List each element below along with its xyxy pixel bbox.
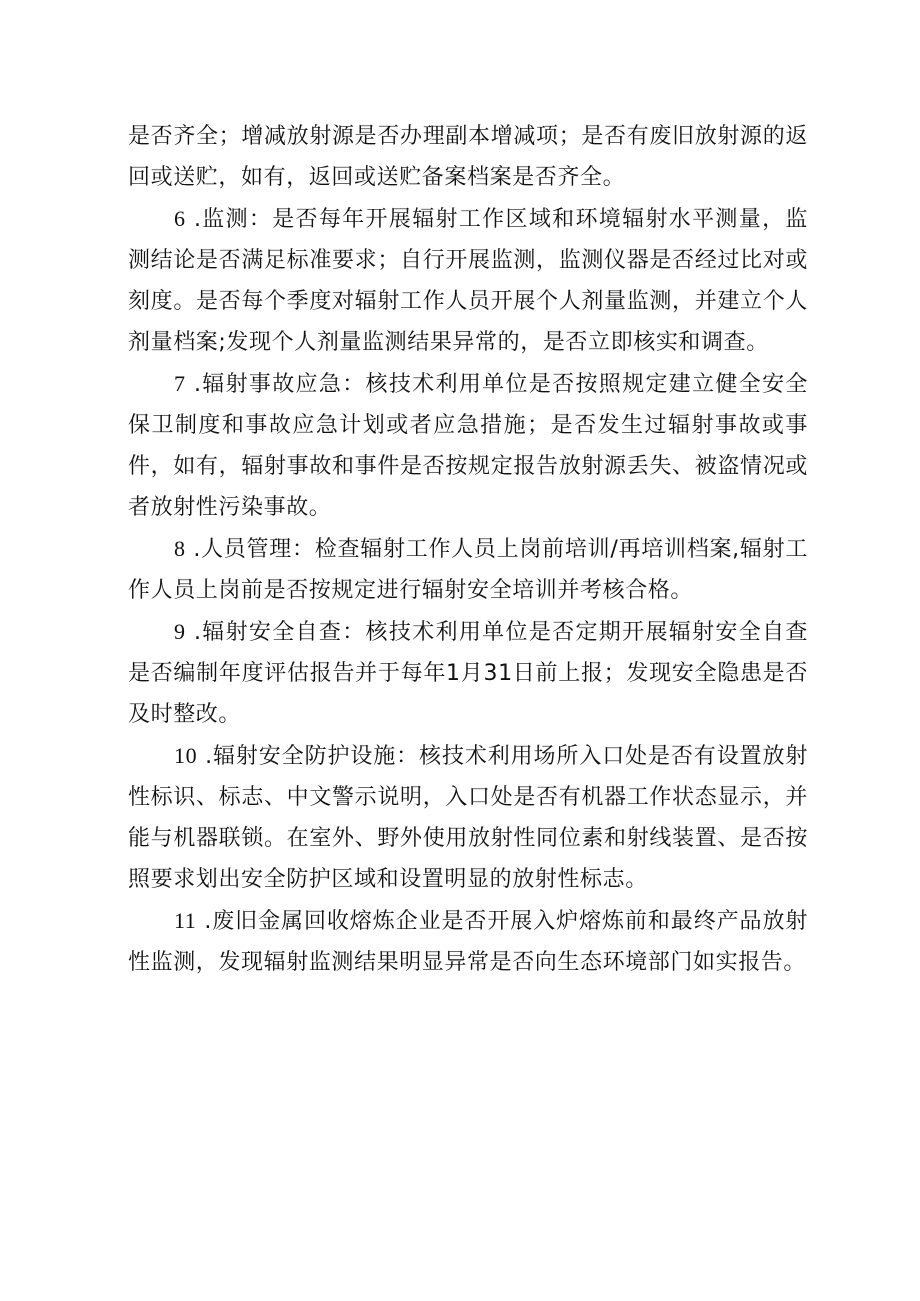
item-number: 6 [174,206,186,231]
item-number: 11 [174,908,197,933]
paragraph-text: 是否齐全；增减放射源是否办理副本增减项；是否有废旧放射源的返回或送贮，如有，返回或送贮备案档案是否齐全。 [128,124,808,190]
item-number: 7 [174,371,186,396]
paragraph-continuation [128,116,808,198]
paragraph-item-7 [128,363,808,528]
item-number: 9 [174,619,186,644]
paragraph-text: .辐射安全防护设施：核技术利用场所入口处是否有设置放射性标识、标志、中文警示说明，入口处是否有机器工作状态显示，并能与机器联锁。在室外、野外使用放射性同位素和射线装置、是否按照要求划出安全防护区域和设置明显的放射性标志。 [128,744,808,892]
paragraph-item-9 [128,611,808,735]
paragraph-text: .监测：是否每年开展辐射工作区域和环境辐射水平测量，监测结论是否满足标准要求；自行开展监测，监测仪器是否经过比对或刻度。是否每个季度对辐射工作人员开展个人剂量监测，并建立个人剂量档案;发现个人剂量监测结果异常的，是否立即核实和调查。 [128,207,809,355]
paragraph-text: .辐射安全自查：核技术利用单位是否定期开展辐射安全自查是否编制年度评估报告并于每年1月31日前上报；发现安全隐患是否及时整改。 [128,620,809,727]
item-number: 10 [174,743,198,768]
item-number: 8 [174,536,186,561]
paragraph-text: .辐射事故应急：核技术利用单位是否按照规定建立健全安全保卫制度和事故应急计划或者应急措施；是否发生过辐射事故或事件，如有，辐射事故和事件是否按规定报告放射源丢失、被盗情况或者放射性污染事故。 [128,372,809,520]
paragraph-item-6 [128,198,808,363]
paragraph-item-10 [128,735,808,900]
paragraph-item-11 [128,900,808,983]
paragraph-text: .人员管理：检查辐射工作人员上岗前培训/再培训档案,辐射工作人员上岗前是否按规定进行辐射安全培训并考核合格。 [128,537,808,603]
paragraph-item-8 [128,528,808,611]
document-body [128,116,808,983]
paragraph-text: .废旧金属回收熔炼企业是否开展入炉熔炼前和最终产品放射性监测，发现辐射监测结果明显异常是否向生态环境部门如实报告。 [128,909,808,975]
